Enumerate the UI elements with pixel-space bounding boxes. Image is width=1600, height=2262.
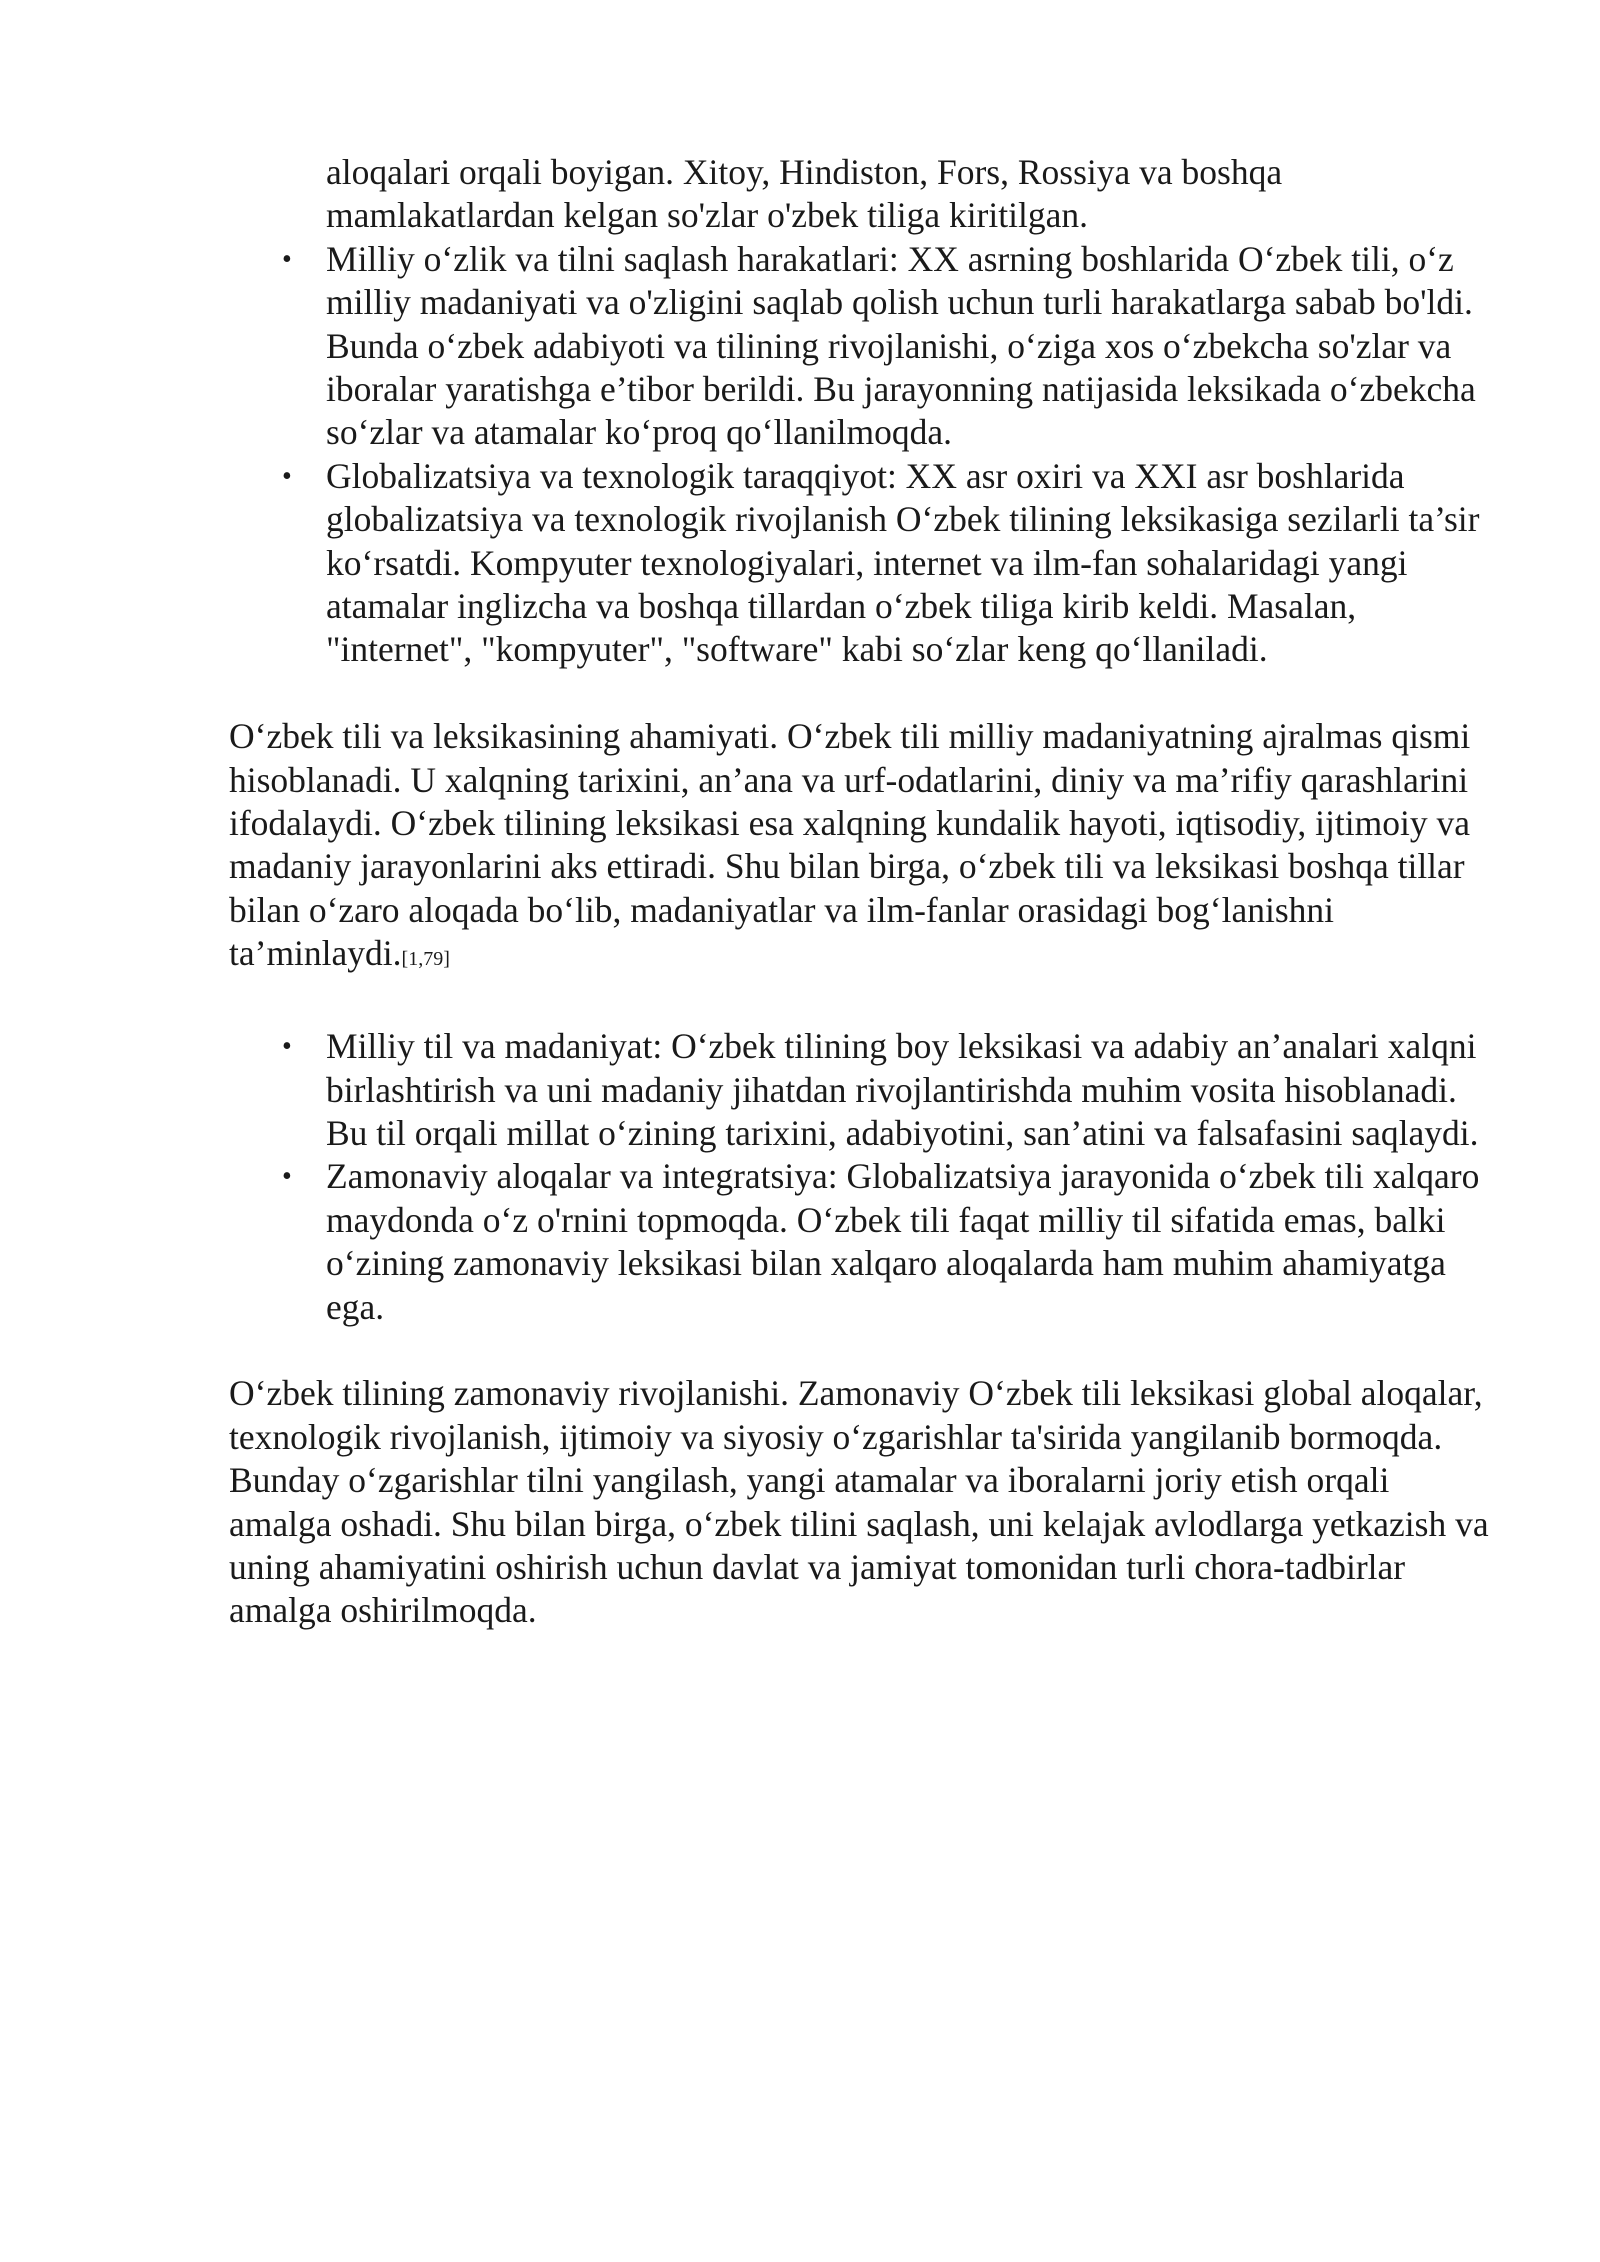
paragraph-spacer xyxy=(229,672,1499,715)
bullet-icon: • xyxy=(282,460,292,492)
list-item-text: Zamonaviy aloqalar va integratsiya: Globalizatsiya jarayonida o‘zbek tili xalqaro maydonda o‘z o'rnini topmoqda. O‘zbek tili faqat milliy til sifatida emas, balki o‘zining zamonaviy leksikasi bilan xalqaro aloqalarda ham muhim ahamiyatga ega. xyxy=(326,1156,1480,1327)
list-item xyxy=(229,238,1499,455)
paragraph-importance xyxy=(229,715,1499,981)
continued-list-text: aloqalari orqali boyigan. Xitoy, Hindiston, Fors, Rossiya va boshqa mamlakatlardan kelgan so'zlar o'zbek tiliga kiritilgan. xyxy=(326,152,1283,236)
paragraph-importance-text: O‘zbek tili va leksikasining ahamiyati. O‘zbek tili milliy madaniyatning ajralmas qismi hisoblanadi. U xalqning tarixini, an’ana va urf-odatlarini, diniy va ma’rifiy qarashlarini ifodalaydi. O‘zbek tilining leksikasi esa xalqning kundalik hayoti, iqtisodiy, ijtimoiy va madaniy jarayonlarini aks ettiradi. Shu bilan birga, o‘zbek tili va leksikasi boshqa tillar bilan o‘zaro aloqada bo‘lib, madaniyatlar va ilm-fanlar orasidagi bog‘lanishni ta’minlaydi. xyxy=(229,716,1471,974)
bullet-icon: • xyxy=(282,1161,292,1193)
bullet-icon: • xyxy=(282,243,292,275)
paragraph-spacer xyxy=(229,1329,1499,1372)
list-item xyxy=(229,1025,1499,1155)
citation-reference: [1,79] xyxy=(401,948,450,971)
bullet-icon: • xyxy=(282,1031,292,1063)
bullet-list-history xyxy=(229,238,1499,672)
list-item xyxy=(229,455,1499,672)
paragraph-modern-development: O‘zbek tilining zamonaviy rivojlanishi. Zamonaviy O‘zbek tili leksikasi global aloqalar, texnologik rivojlanish, ijtimoiy va siyosiy o‘zgarishlar ta'sirida yangilanib bormoqda. Bunday o‘zgarishlar tilni yangilash, yangi atamalar va iboralarni joriy etish orqali amalga oshadi. Shu bilan birga, o‘zbek tilini saqlash, uni kelajak avlodlarga yetkazish va uning ahamiyatini oshirish uchun davlat va jamiyat tomonidan turli chora-tadbirlar amalga oshirilmoqda. xyxy=(229,1373,1489,1631)
list-item-text: Milliy o‘zlik va tilni saqlash harakatlari: XX asrning boshlarida O‘zbek tili, o‘z milliy madaniyati va o'zligini saqlab qolish uchun turli harakatlarga sabab bo'ldi. Bunda o‘zbek adabiyoti va tilining rivojlanishi, o‘ziga xos o‘zbekcha so'zlar va iboralar yaratishga e’tibor berildi. Bu jarayonning natijasida leksikada o‘zbekcha so‘zlar va atamalar ko‘proq qo‘llanilmoqda. xyxy=(326,238,1476,453)
list-item-text: Globalizatsiya va texnologik taraqqiyot: XX asr oxiri va XXI asr boshlarida globalizatsiya va texnologik rivojlanish O‘zbek tilining leksikasiga sezilarli ta’sir ko‘rsatdi. Kompyuter texnologiyalari, internet va ilm-fan sohalaridagi yangi atamalar inglizcha va boshqa tillardan o‘zbek tiliga kirib keldi. Masalan, "internet", "kompyuter", "software" kabi so‘zlar keng qo‘llaniladi. xyxy=(326,455,1480,670)
list-item-text: Milliy til va madaniyat: O‘zbek tilining boy leksikasi va adabiy an’analari xalqni birlashtirish va uni madaniy jihatdan rivojlantirishda muhim vosita hisoblanadi. Bu til orqali millat o‘zining tarixini, adabiyotini, san’atini va falsafasini saqlaydi. xyxy=(326,1026,1479,1153)
paragraph-spacer xyxy=(229,982,1499,1025)
page-content xyxy=(229,151,1499,1633)
bullet-list-importance xyxy=(229,1025,1499,1329)
list-item xyxy=(229,1155,1499,1329)
